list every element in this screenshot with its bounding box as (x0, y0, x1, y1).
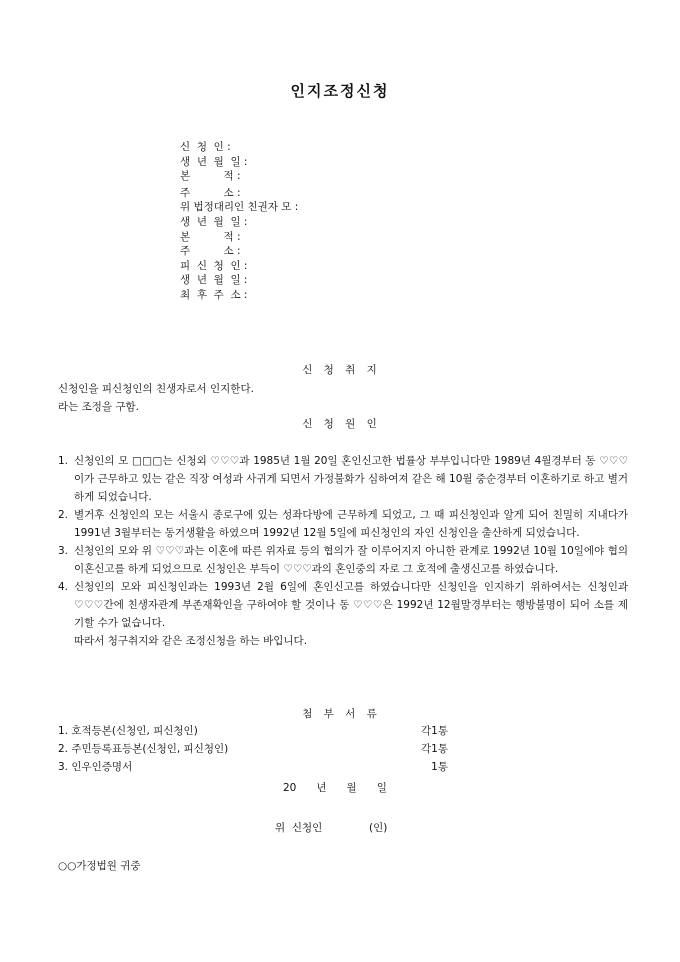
grounds-item-text: 신청인의 모 □□□는 신청외 ♡♡♡과 1985년 1월 20일 혼인신고한 법률상 부부입니다만 1989년 4월경부터 동 ♡♡♡이가 근무하고 있는 같은 직장 여성과 사귀게 되면서 가정불화가 심하여져 같은 해 10월 중순경부터 이혼하기로 하고 별거하게 되었습니다. (74, 455, 628, 503)
party-field: 주 소 : (180, 245, 241, 258)
grounds-item-text: 신청인의 모와 피신청인과는 1993년 2월 6일에 혼인신고를 하였습니다만 신청인을 인지하기 위하여서는 신청인과 ♡♡♡간에 친생자관계 부존재확인을 구하여야 할 것이나 동 ♡♡♡은 1992년 12월말경부터는 행방불명이 되어 소를 제기할 수가 없습니다. (74, 581, 628, 629)
grounds-item-number: 2. (58, 509, 69, 521)
party-field: 신 청 인 : (180, 141, 231, 153)
purpose-heading: 신 청 취 지 (302, 364, 378, 376)
attachment-row (58, 722, 448, 740)
purpose-body (58, 380, 254, 416)
attachment-count: 각1통 (421, 743, 448, 755)
attachment-count: 1통 (431, 761, 448, 773)
party-field: 피 신 청 인 : (180, 259, 248, 272)
signature-line: 위 신청인 (인) (275, 822, 388, 834)
party-field: 생 년 월 일 : (180, 215, 248, 228)
grounds-item (58, 452, 628, 506)
attachment-row (58, 758, 448, 776)
court-addressee: ○○가정법원 귀중 (58, 860, 141, 872)
party-field: 생 년 월 일 : (180, 155, 248, 168)
grounds-item (58, 578, 628, 632)
attachment-label: 3. 인우인증명서 (58, 761, 133, 773)
attachments-list (58, 722, 448, 776)
attachment-label: 2. 주민등록표등본(신청인, 피신청인) (58, 743, 229, 755)
grounds-item-text: 별거후 신청인의 모는 서울시 종로구에 있는 성좌다방에 근무하게 되었고, 그 때 피신청인과 알게 되어 친밀히 지내다가 1991년 3월부터는 동거생활을 하였으며 1992년 12월 5일에 피신청인의 자인 신청인을 출산하게 되었습니다. (74, 509, 628, 539)
purpose-line: 신청인을 피신청인의 친생자로서 인지한다. (58, 383, 254, 395)
grounds-item-number: 3. (58, 545, 69, 557)
party-field: 본 적 : (180, 170, 241, 183)
party-field: 최 후 주 소 : (180, 288, 248, 301)
party-field: 위 법정대리인 친권자 모 : (180, 201, 299, 214)
grounds-item-number: 1. (58, 455, 69, 467)
grounds-item-number: 4. (58, 581, 69, 593)
party-info-block (180, 140, 298, 303)
party-field: 본 적 : (180, 230, 241, 243)
grounds-body (58, 452, 628, 650)
date-line: 20 년 월 일 (283, 782, 387, 794)
attachment-row (58, 740, 448, 758)
attachment-label: 1. 호적등본(신청인, 피신청인) (58, 725, 198, 737)
party-field: 주 소 : (180, 186, 241, 199)
attachments-heading: 첨 부 서 류 (302, 708, 378, 720)
grounds-item (58, 506, 628, 542)
document-title: 인지조정신청 (290, 82, 390, 100)
party-field: 생 년 월 일 : (180, 274, 248, 287)
purpose-line: 라는 조정을 구함. (58, 401, 140, 413)
grounds-item (58, 542, 628, 578)
attachment-count: 각1통 (421, 725, 448, 737)
grounds-item-text: 신청인의 모와 위 ♡♡♡과는 이혼에 따른 위자료 등의 협의가 잘 이루어지지 아니한 관계로 1992년 10월 10일에야 협의이혼신고를 하게 되었으므로 신청인은 부득이 ♡♡♡과의 혼인중의 자로 그 호적에 출생신고를 하였습니다. (74, 545, 628, 575)
grounds-closing: 따라서 청구취지와 같은 조정신청을 하는 바입니다. (74, 635, 308, 647)
grounds-heading: 신 청 원 인 (302, 418, 378, 430)
